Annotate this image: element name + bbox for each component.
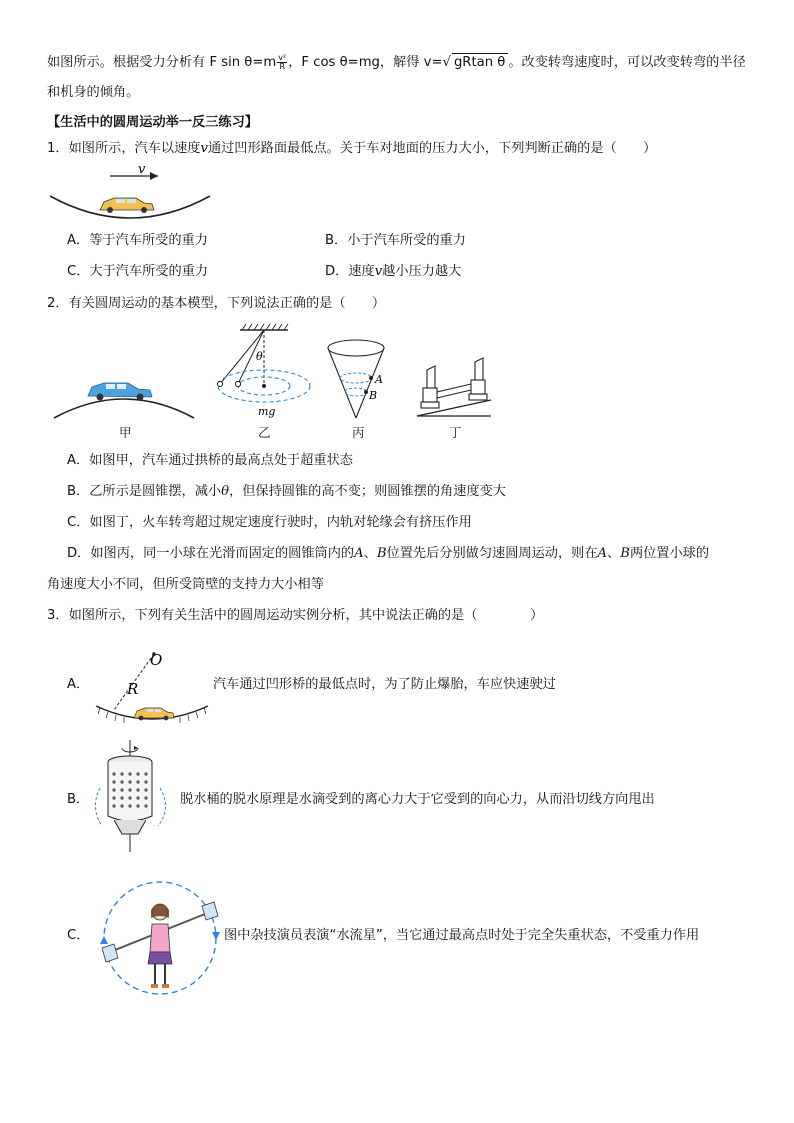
q2-option-b[interactable]: B．乙所示是圆锥摆，减小θ，但保持圆锥的高不变；则圆锥摆的角速度变大 bbox=[67, 484, 506, 499]
q2-fig-label-bing: 丙 bbox=[352, 425, 365, 440]
car-icon bbox=[88, 383, 152, 401]
fraction-v2-over-r: $\frac{\text{v²}}{R}$ bbox=[278, 52, 287, 71]
q2-option-a[interactable]: A．如图甲，汽车通过拱桥的最高点处于超重状态 bbox=[67, 453, 353, 468]
q3-option-b-text[interactable]: 脱水桶的脱水原理是水滴受到的离心力大于它受到的向心力，从而沿切线方向甩出 bbox=[180, 792, 655, 807]
q2-fig-point-b: B bbox=[369, 389, 378, 402]
sqrt-expression: gRtan θ bbox=[452, 53, 508, 72]
q1-option-c[interactable]: C．大于汽车所受的重力 bbox=[67, 264, 209, 279]
q1-option-b[interactable]: B．小于汽车所受的重力 bbox=[325, 233, 466, 248]
q3-figure-c-water-meteor bbox=[98, 878, 224, 1000]
intro-line-1: 如图所示。根据受力分析有 F sin θ=m $\frac{\text{v²}}{R}$ ，F cos θ=mg，解得 v=√ gRtan θ 。改变转弯速度时，可以改变转弯的半径 bbox=[47, 52, 746, 71]
q3-fig-r-label: R bbox=[127, 680, 139, 698]
q3-option-c-label[interactable]: C． bbox=[67, 928, 90, 943]
q3-option-b-label[interactable]: B． bbox=[67, 792, 90, 807]
q2-option-d-continued: 角速度大小不同，但所受筒壁的支持力大小相等 bbox=[47, 577, 324, 592]
intro-text-b: ，F cos θ=mg，解得 v= bbox=[288, 55, 443, 70]
q3-option-c-text[interactable]: 图中杂技演员表演“水流星”，当它通过最高点时处于完全失重状态，不受重力作用 bbox=[224, 928, 700, 943]
q1-stem: 1．如图所示，汽车以速度v通过凹形路面最低点。关于车对地面的压力大小，下列判断正确的是（ ） bbox=[47, 141, 657, 156]
q2-fig-label-yi: 乙 bbox=[258, 425, 271, 440]
q2-fig-mg: mg bbox=[258, 405, 276, 418]
performer-icon bbox=[148, 904, 172, 988]
q2-figure-bing-cone bbox=[326, 338, 392, 422]
q2-fig-point-a: A bbox=[375, 373, 383, 386]
q2-figure-ding-train-rail bbox=[415, 352, 493, 420]
intro-line-2: 和机身的倾角。 bbox=[47, 85, 140, 100]
q1-option-a[interactable]: A．等于汽车所受的重力 bbox=[67, 233, 208, 248]
q2-fig-label-ding: 丁 bbox=[449, 425, 462, 440]
q2-fig-theta: θ bbox=[256, 350, 263, 363]
q3-fig-o-label: O bbox=[150, 651, 163, 669]
q1-fig-v-label: v bbox=[138, 162, 146, 177]
q2-stem: 2．有关圆周运动的基本模型，下列说法正确的是（ ） bbox=[47, 296, 386, 311]
intro-text-c: 。改变转弯速度时，可以改变转弯的半径 bbox=[508, 55, 746, 70]
q2-option-d[interactable]: D．如图丙，同一小球在光滑而固定的圆锥筒内的A、B位置先后分别做匀速圆周运动，则在A、B两位置小球的 bbox=[67, 546, 710, 561]
q2-figure-yi-conical-pendulum bbox=[212, 322, 320, 422]
q1-figure-concave-road bbox=[48, 162, 218, 224]
q2-option-c[interactable]: C．如图丁，火车转弯超过规定速度行驶时，内轨对轮缘会有挤压作用 bbox=[67, 515, 472, 530]
q3-option-a-text[interactable]: 汽车通过凹形桥的最低点时，为了防止爆胎，车应快速驶过 bbox=[213, 677, 556, 692]
section-title: 【生活中的圆周运动举一反三练习】 bbox=[47, 115, 258, 130]
q3-option-a-label[interactable]: A． bbox=[67, 677, 90, 692]
intro-text-a: 如图所示。根据受力分析有 F sin θ=m bbox=[47, 55, 277, 70]
q3-figure-b-spin-dryer bbox=[92, 738, 182, 854]
q3-stem: 3．如图所示，下列有关生活中的圆周运动实例分析，其中说法正确的是（ ） bbox=[47, 608, 544, 623]
q3-figure-a-concave-bridge bbox=[94, 644, 214, 720]
q2-fig-label-jia: 甲 bbox=[119, 425, 132, 440]
q2-figure-jia-arch-bridge bbox=[54, 370, 196, 430]
q1-option-d[interactable]: D．速度v越小压力越大 bbox=[325, 264, 462, 279]
car-icon bbox=[100, 198, 154, 213]
